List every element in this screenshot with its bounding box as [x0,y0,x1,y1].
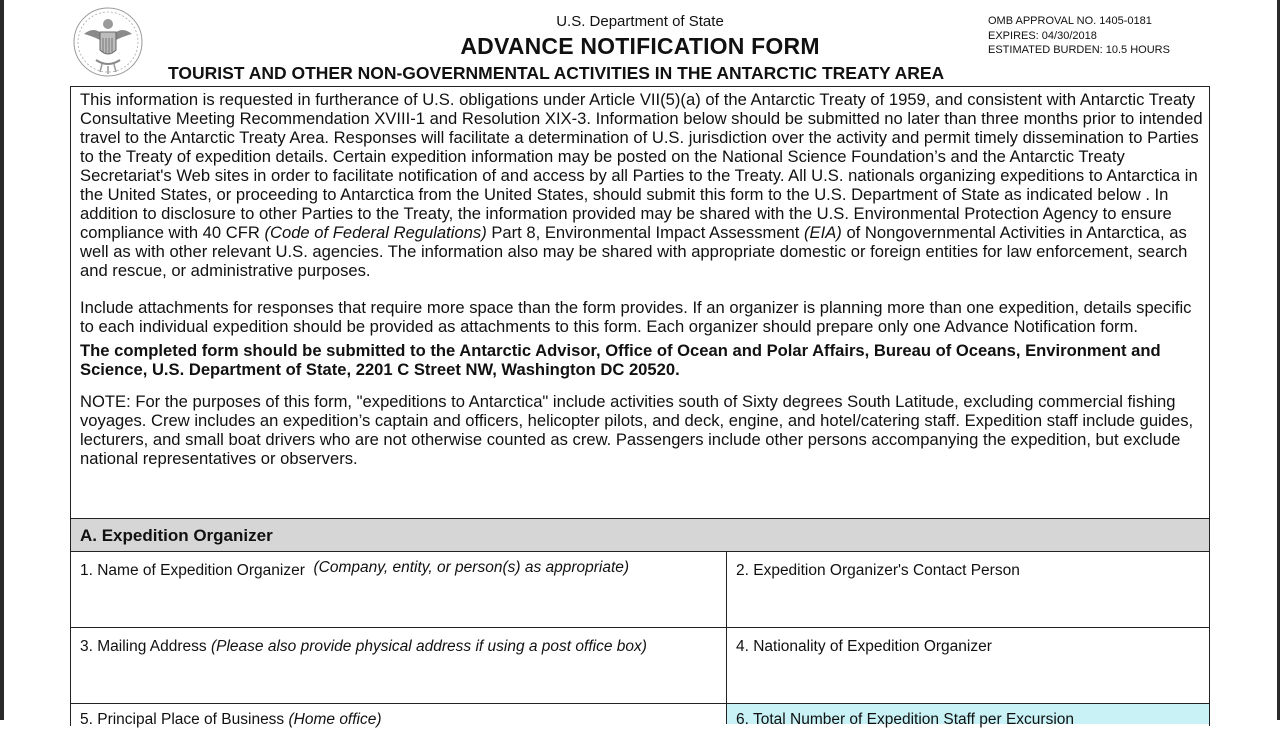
intro-text [80,90,1206,468]
section-a-header [71,518,1209,552]
organizer-name-label [80,559,630,580]
intro-p1-italic-eia: (EIA) [804,223,842,242]
intro-p1-text-b: Part 8, Environmental Impact Assessment [486,223,805,242]
expedition-staff-count-field[interactable] [727,704,1209,728]
nationality-field[interactable] [727,628,1209,704]
mailing-address-field[interactable] [71,628,727,704]
omb-burden: ESTIMATED BURDEN: 10.5 HOURS [988,44,1170,56]
principal-place-field[interactable] [71,704,727,728]
expedition-staff-count-label: 6. Total Number of Expedition Staff per Excursion [736,711,1075,728]
section-a-title: A. Expedition Organizer [80,526,273,545]
intro-paragraph-1 [80,90,1206,280]
definitions-note: NOTE: For the purposes of this form, "expeditions to Antarctica" include activities south of Sixty degrees South Latitude, excluding commercial fishing voyages. Crew includes an expedition’s captain and officers, helicopter pilots, and deck, engine, and hotel/catering staff. Expedition staff include guides, lecturers, and small boat drivers who are not otherwise counted as crew. Passengers include other persons accompanying the expedition, but exclude national representatives or observers. [80,392,1194,468]
window-edge-left [0,0,4,720]
mailing-address-label-text: 3. Mailing Address [80,638,207,655]
intro-p1-text-a: This information is requested in furtherance of U.S. obligations under Article VII(5)(a) of the Antarctic Treaty of 1959, and consistent with Antarctic Treaty Consultative Meeting Recommendation XVIII-1 and Resolution XIX-3. Information below should be submitted no later than three months prior to intended travel to the Antarctic Treaty Area. Responses will facilitate a determination of U.S. jurisdiction over the activity and permit timely dissemination to Parties to the Treaty of expedition details. Certain expedition information may be posted on the National Science Foundation’s and the Antarctic Treaty Secretariat's Web sites in order to facilitate notification of and access by all Parties to the Treaty. All U.S. nationals organizing expeditions to Antarctica in the United States, or proceeding to Antarctica from the United States, should submit this form to the U.S. Department of State as indicated below . In addition to disclosure to other Parties to the Treaty, the information provided may be shared with the U.S. Environmental Protection Agency to ensure compliance with 40 CFR [80,90,1203,242]
principal-place-label-text: 5. Principal Place of Business [80,711,285,728]
intro-p1-text-c: of Nongovernmental Activities in Antarctica, as well as with other relevant U.S. agencies. The information also may be shared with appropriate domestic or foreign entities for law enforcement, search and rescue, or administrative purposes. [80,223,1188,280]
organizer-name-hint: (Company, entity, or person(s) as appropriate) [313,559,630,576]
mailing-address-label [80,638,647,656]
organizer-name-label-text: 1. Name of Expedition Organizer [80,562,305,579]
form-subtitle: TOURIST AND OTHER NON-GOVERNMENTAL ACTIVITIES IN THE ANTARCTIC TREATY AREA [168,63,945,83]
form-title: ADVANCE NOTIFICATION FORM [460,33,820,59]
nationality-label: 4. Nationality of Expedition Organizer [736,638,992,655]
omb-info [988,14,1170,58]
principal-place-hint: (Home office) [288,711,382,728]
principal-place-label [80,711,382,729]
contact-person-field[interactable] [727,552,1209,628]
organizer-name-field[interactable] [71,552,727,628]
intro-paragraph-2: Include attachments for responses that require more space than the form provides. If an organizer is planning more than one expedition, details specific to each individual expedition should be provided as attachments to this form. Each organizer should prepare only one Advance Notification form. [80,298,1192,336]
intro-p1-italic-cfr: (Code of Federal Regulations) [264,223,487,242]
mailing-address-hint: (Please also provide physical address if using a post office box) [210,638,647,655]
contact-person-label: 2. Expedition Organizer's Contact Person [736,562,1020,579]
omb-expiration: EXPIRES: 04/30/2018 [988,29,1097,42]
department-name: U.S. Department of State [556,13,724,30]
omb-approval-number: OMB APPROVAL NO. 1405-0181 [988,15,1152,27]
submission-instructions: The completed form should be submitted to the Antarctic Advisor, Office of Ocean and Polar Affairs, Bureau of Oceans, Environment and Science, U.S. Department of State, 2201 C Street NW, Washington DC 20520. [80,341,1161,379]
